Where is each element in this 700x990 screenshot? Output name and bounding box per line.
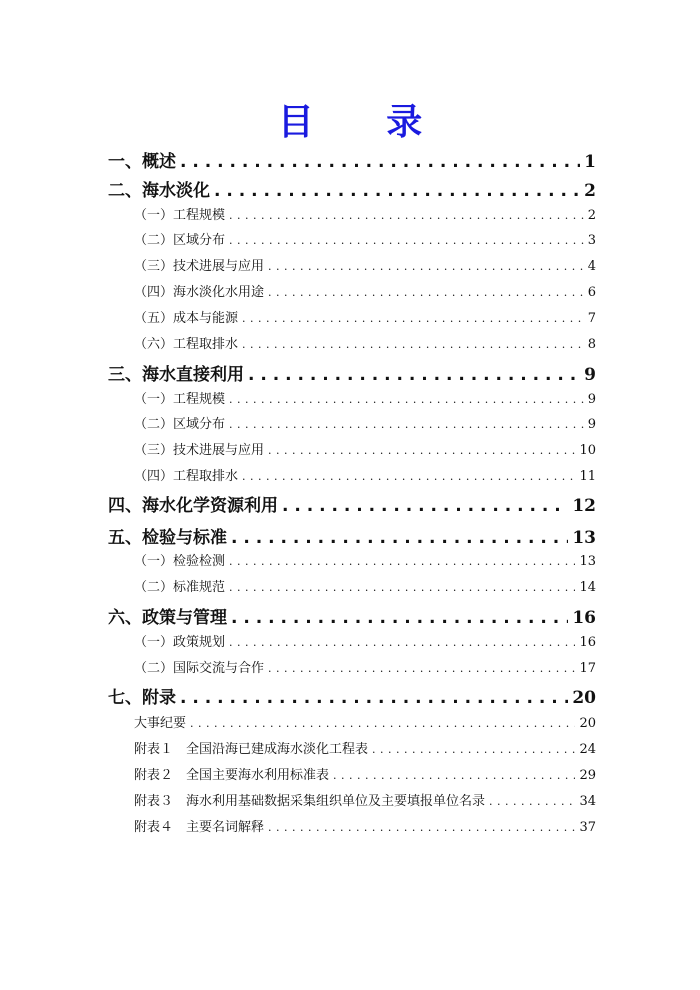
dot-leader (248, 365, 580, 385)
toc-entry-page: 2 (587, 208, 596, 223)
toc-entry-label: 四、海水化学资源利用 (108, 496, 278, 516)
toc-entry-label: 附表４ 主要名词解释 (134, 820, 265, 835)
page-title: 目 录 (277, 101, 453, 143)
toc-entry[interactable] (134, 281, 596, 300)
toc-chapter-entry[interactable] (108, 683, 596, 708)
toc-entry-page: 13 (572, 528, 596, 548)
toc-entry-page: 9 (587, 392, 596, 407)
toc-entry-label: 附表３ 海水利用基础数据采集组织单位及主要填报单位名录 (134, 794, 486, 809)
toc-entry[interactable] (134, 816, 596, 835)
toc-entry-label: 大事纪要 (134, 716, 187, 731)
toc-entry[interactable] (134, 738, 596, 757)
dot-leader (268, 444, 575, 457)
toc-entry-page: 34 (579, 794, 596, 809)
toc-entry-label: （二）区域分布 (134, 233, 226, 248)
dot-leader (231, 608, 568, 628)
dot-leader (229, 418, 584, 431)
toc-entry[interactable] (134, 229, 596, 248)
toc-entry[interactable] (134, 764, 596, 783)
toc-entry[interactable] (134, 388, 596, 407)
toc-entry-page: 16 (579, 635, 596, 650)
toc-entry-page: 14 (579, 580, 596, 595)
toc-entry-page: 9 (587, 417, 596, 432)
toc-entry-label: 二、海水淡化 (108, 181, 210, 201)
toc-entry-page: 11 (579, 469, 596, 484)
toc-entry-label: （一）工程规模 (134, 208, 226, 223)
dot-leader (242, 338, 584, 351)
toc-entry-page: 37 (579, 820, 596, 835)
dot-leader (229, 209, 584, 222)
dot-leader (180, 688, 568, 708)
toc-entry-page: 17 (579, 661, 596, 676)
toc-entry-label: （一）检验检测 (134, 554, 226, 569)
toc-entry-label: （二）标准规范 (134, 580, 226, 595)
toc-entry-label: 附表１ 全国沿海已建成海水淡化工程表 (134, 742, 369, 757)
dot-leader (242, 312, 584, 325)
toc-entry-page: 2 (584, 181, 596, 201)
toc-entry-page: 12 (572, 496, 596, 516)
toc-entry[interactable] (134, 465, 596, 484)
toc-chapter-entry[interactable] (108, 603, 596, 628)
toc-entry-label: （一）工程规模 (134, 392, 226, 407)
toc-entry-page: 6 (587, 285, 596, 300)
toc-chapter-entry[interactable] (108, 176, 596, 201)
toc-entry-page: 7 (587, 311, 596, 326)
toc-entry-label: 三、海水直接利用 (108, 365, 244, 385)
toc-entry[interactable] (134, 413, 596, 432)
dot-leader (180, 152, 580, 172)
dot-leader (268, 821, 575, 834)
toc-entry-label: （五）成本与能源 (134, 311, 239, 326)
toc-chapter-entry[interactable] (108, 147, 596, 172)
toc-entry-label: 一、概述 (108, 152, 176, 172)
toc-entry[interactable] (134, 550, 596, 569)
toc-entry-page: 9 (584, 365, 596, 385)
toc-entry-page: 4 (587, 259, 596, 274)
toc-entry-label: （一）政策规划 (134, 635, 226, 650)
dot-leader (229, 393, 584, 406)
toc-entry[interactable] (134, 307, 596, 326)
toc-entry[interactable] (134, 439, 596, 458)
toc-entry[interactable] (134, 790, 596, 809)
toc-entry-label: 五、检验与标准 (108, 528, 227, 548)
toc-entry-page: 3 (587, 233, 596, 248)
toc-entry[interactable] (134, 255, 596, 274)
toc-entry-label: （四）工程取排水 (134, 469, 239, 484)
toc-entry[interactable] (134, 712, 596, 731)
dot-leader (268, 286, 584, 299)
dot-leader (229, 581, 575, 594)
toc-entry-label: （三）技术进展与应用 (134, 259, 265, 274)
toc-entry-page: 16 (572, 608, 596, 628)
toc-entry-page: 24 (579, 742, 596, 757)
toc-entry-page: 13 (579, 554, 596, 569)
dot-leader (214, 181, 580, 201)
toc-entry[interactable] (134, 657, 596, 676)
dot-leader (282, 496, 568, 516)
toc-entry-page: 1 (584, 152, 596, 172)
toc-entry-page: 10 (579, 443, 596, 458)
dot-leader (333, 769, 575, 782)
toc-entry-label: 附表２ 全国主要海水利用标准表 (134, 768, 330, 783)
toc-entry[interactable] (134, 204, 596, 223)
toc-entry-page: 20 (579, 716, 596, 731)
toc-entry-page: 20 (572, 688, 596, 708)
toc-entry-page: 8 (587, 337, 596, 352)
dot-leader (229, 636, 575, 649)
dot-leader (268, 260, 584, 273)
toc-entry[interactable] (134, 333, 596, 352)
dot-leader (372, 743, 575, 756)
toc-entry-label: 七、附录 (108, 688, 176, 708)
dot-leader (229, 555, 575, 568)
toc-chapter-entry[interactable] (108, 523, 596, 548)
dot-leader (268, 662, 575, 675)
toc-entry-label: （三）技术进展与应用 (134, 443, 265, 458)
toc-chapter-entry[interactable] (108, 491, 596, 516)
dot-leader (231, 528, 568, 548)
toc-entry[interactable] (134, 631, 596, 650)
dot-leader (229, 234, 584, 247)
dot-leader (489, 795, 575, 808)
toc-chapter-entry[interactable] (108, 360, 596, 385)
toc-entry-label: （二）区域分布 (134, 417, 226, 432)
toc-entry-label: （二）国际交流与合作 (134, 661, 265, 676)
toc-entry-label: 六、政策与管理 (108, 608, 227, 628)
toc-entry-label: （四）海水淡化水用途 (134, 285, 265, 300)
toc-entry-label: （六）工程取排水 (134, 337, 239, 352)
toc-entry-page: 29 (579, 768, 596, 783)
toc-entry[interactable] (134, 576, 596, 595)
dot-leader (242, 470, 575, 483)
dot-leader (190, 717, 575, 730)
